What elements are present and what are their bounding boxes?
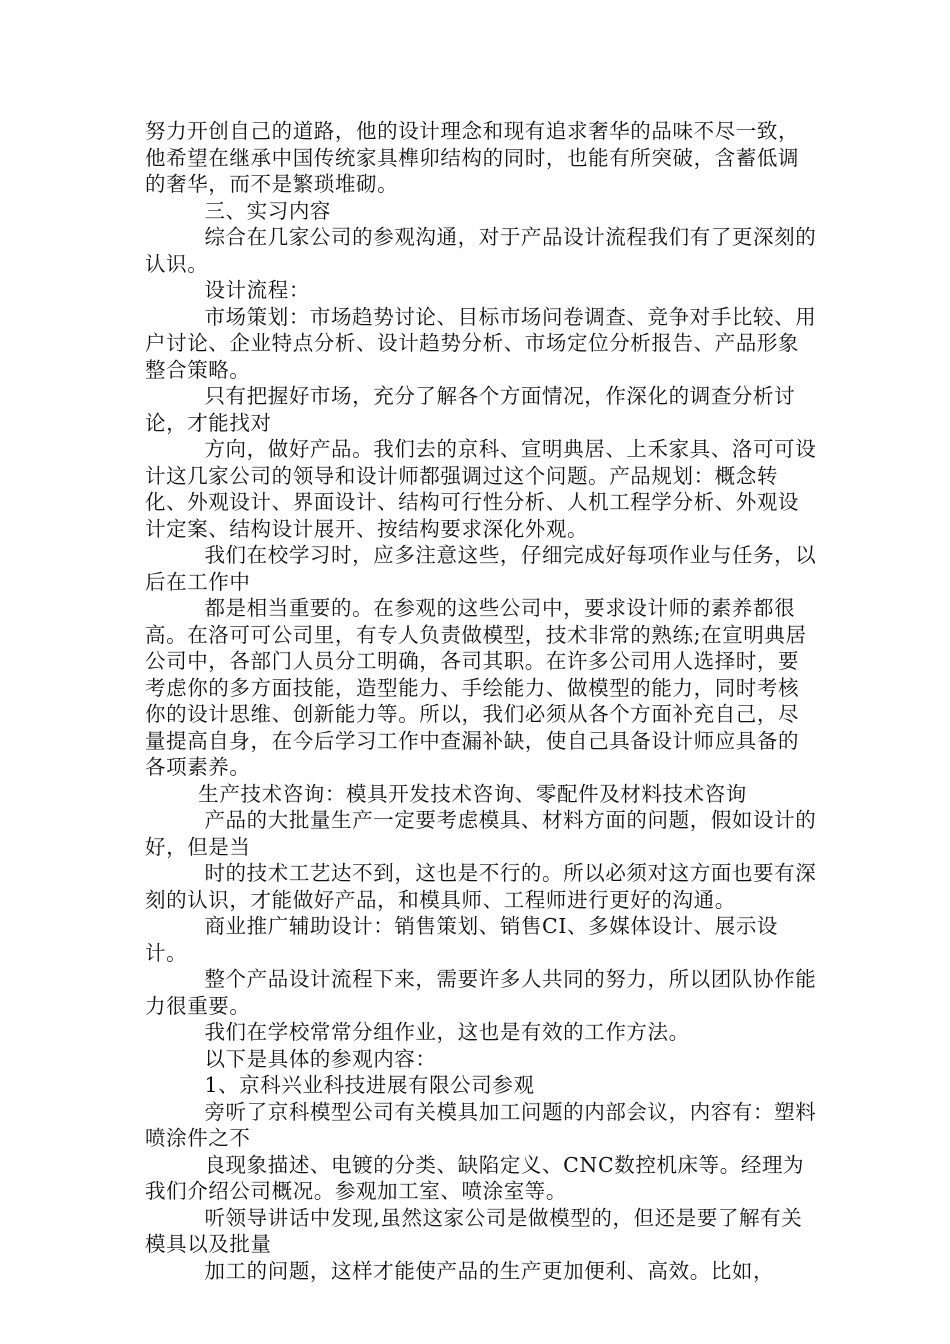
subheading-visit-1: 1、京科兴业科技进展有限公司参观 [204,1073,535,1097]
paragraph-9: 产品的大批量生产一定要考虑模具、材料方面的问题，假如设计的好，但是当 [145,808,817,859]
paragraph-1: 努力开创自己的道路，他的设计理念和现有追求奢华的品味不尽一致，他希望在继承中国传统家具榫卯结构的同时，也能有所突破，含蓄低调的奢华，而不是繁琐堆砌。 [145,119,800,196]
subheading-design-process: 设计流程： [204,278,310,302]
paragraph-commercial-promotion: 商业推广辅助设计：销售策划、销售CI、多媒体设计、展示设计。 [145,914,779,965]
paragraph-4: 只有把握好市场，充分了解各个方面情况，作深化的调查分析讨论，才能找对 [145,384,796,435]
paragraph-10: 时的技术工艺达不到，这也是不行的。所以必须对这方面也要有深刻的认识，才能做好产品，和模具师、工程师进行更好的沟通。 [145,861,817,912]
section-heading-internship-content: 三、实习内容 [204,198,332,223]
paragraph-13: 我们在学校常常分组作业，这也是有效的工作方法。 [204,1020,690,1044]
paragraph-market-planning: 市场策划：市场趋势讨论、目标市场问卷调查、竞争对手比较、用户讨论、企业特点分析、设计趋势分析、市场定位分析报告、产品形象整合策略。 [145,304,817,382]
paragraph-14: 以下是具体的参观内容： [204,1046,437,1071]
paragraph-production-consulting: 生产技术咨询：模具开发技术咨询、零配件及材料技术咨询 [198,781,747,806]
paragraph-5: 方向，做好产品。我们去的京科、宣明典居、上禾家具、洛可可设计这几家公司的领导和设计师都强调过这个问题。产品规划：概念转化、外观设计、界面设计、结构可行性分析、人机工程学分析、外观设计定案、结构设计展开、按结构要求深化外观。 [145,437,817,541]
paragraph-18: 听领导讲话中发现,虽然这家公司是做模型的，但还是要了解有关模具以及批量 [145,1205,803,1256]
document-body [145,118,817,1284]
paragraph-2: 综合在几家公司的参观沟通，对于产品设计流程我们有了更深刻的认识。 [145,225,817,276]
paragraph-6: 我们在校学习时，应多注意这些，仔细完成好每项作业与任务，以后在工作中 [145,543,817,594]
paragraph-7: 都是相当重要的。在参观的这些公司中，要求设计师的素养都很高。在洛可可公司里，有专人负责做模型，技术非常的熟练;在宣明典居公司中，各部门人员分工明确，各司其职。在许多公司用人选择时，要考虑你的多方面技能，造型能力、手绘能力、做模型的能力，同时考核你的设计思维、创新能力等。所以，我们必须从各个方面补充自己，尽量提高自身，在今后学习工作中查漏补缺，使自己具备设计师应具备的各项素养。 [145,596,807,779]
paragraph-16: 旁听了京科模型公司有关模具加工问题的内部会议，内容有：塑料喷涂件之不 [145,1099,817,1150]
paragraph-19: 加工的问题，这样才能使产品的生产更加便利、高效。比如， [204,1258,775,1283]
paragraph-12: 整个产品设计流程下来，需要许多人共同的努力，所以团队协作能力很重要。 [145,967,817,1018]
paragraph-17: 良现象描述、电镀的分类、缺陷定义、CNC数控机床等。经理为我们介绍公司概况。参观加工室、喷涂室等。 [145,1152,805,1203]
